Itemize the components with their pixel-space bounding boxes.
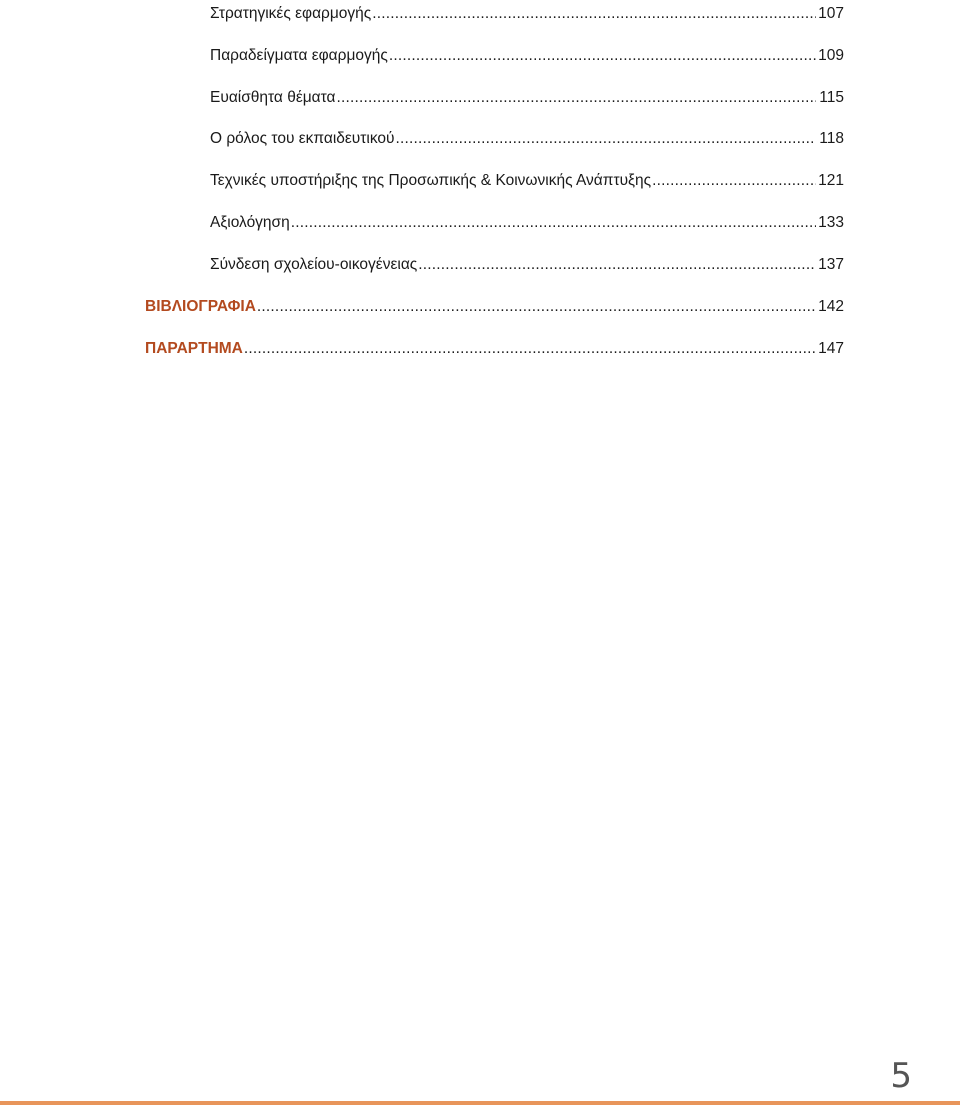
- toc-dot-leader: [244, 339, 816, 359]
- toc-entry[interactable]: [210, 209, 844, 233]
- toc-dot-leader: [336, 88, 816, 108]
- toc-entry-title: Ευαίσθητα θέματα: [210, 89, 336, 106]
- toc-dot-leader: [257, 297, 816, 317]
- toc-entry-title: Τεχνικές υποστήριξης της Προσωπικής & Κοινωνικής Ανάπτυξης: [210, 172, 652, 189]
- toc-entry-page: 109: [818, 47, 844, 64]
- toc-chapter-entry[interactable]: [145, 335, 844, 359]
- toc-entry-page: 133: [818, 214, 844, 231]
- page-number: 5: [890, 1056, 912, 1096]
- toc-dot-leader: [396, 129, 816, 149]
- toc-entry-page: 137: [818, 256, 844, 273]
- toc-chapter-title: ΠΑΡΑΡΤΗΜΑ: [145, 340, 243, 357]
- toc-dot-leader: [652, 171, 816, 191]
- toc-entry[interactable]: [210, 0, 844, 24]
- toc-entry-page: 142: [818, 298, 844, 315]
- toc-entry-page: 121: [818, 172, 844, 189]
- toc-entry-page: 118: [819, 130, 844, 147]
- toc-dot-leader: [418, 255, 816, 275]
- toc-entry-page: 107: [818, 5, 844, 22]
- toc-dot-leader: [372, 4, 816, 24]
- toc-entry[interactable]: [210, 125, 844, 149]
- toc-chapter-entry[interactable]: [145, 293, 844, 317]
- toc-entry-title: Παραδείγματα εφαρμογής: [210, 47, 388, 64]
- toc-entry-page: 147: [818, 340, 844, 357]
- toc-entry[interactable]: [210, 167, 844, 191]
- footer-rule: [0, 1101, 960, 1105]
- toc-entry[interactable]: [210, 84, 844, 108]
- toc-entry-title: Σύνδεση σχολείου-οικογένειας: [210, 256, 418, 273]
- toc-entry-title: Αξιολόγηση: [210, 214, 290, 231]
- toc-dot-leader: [389, 46, 816, 66]
- toc-entry-title: Στρατηγικές εφαρμογής: [210, 5, 372, 22]
- toc-entry[interactable]: [210, 251, 844, 275]
- toc-dot-leader: [291, 213, 816, 233]
- toc-entry[interactable]: [210, 42, 844, 66]
- toc-chapter-title: ΒΙΒΛΙΟΓΡΑΦΙΑ: [145, 298, 256, 315]
- toc-entry-title: Ο ρόλος του εκπαιδευτικού: [210, 130, 395, 147]
- toc-entry-page: 115: [819, 89, 844, 106]
